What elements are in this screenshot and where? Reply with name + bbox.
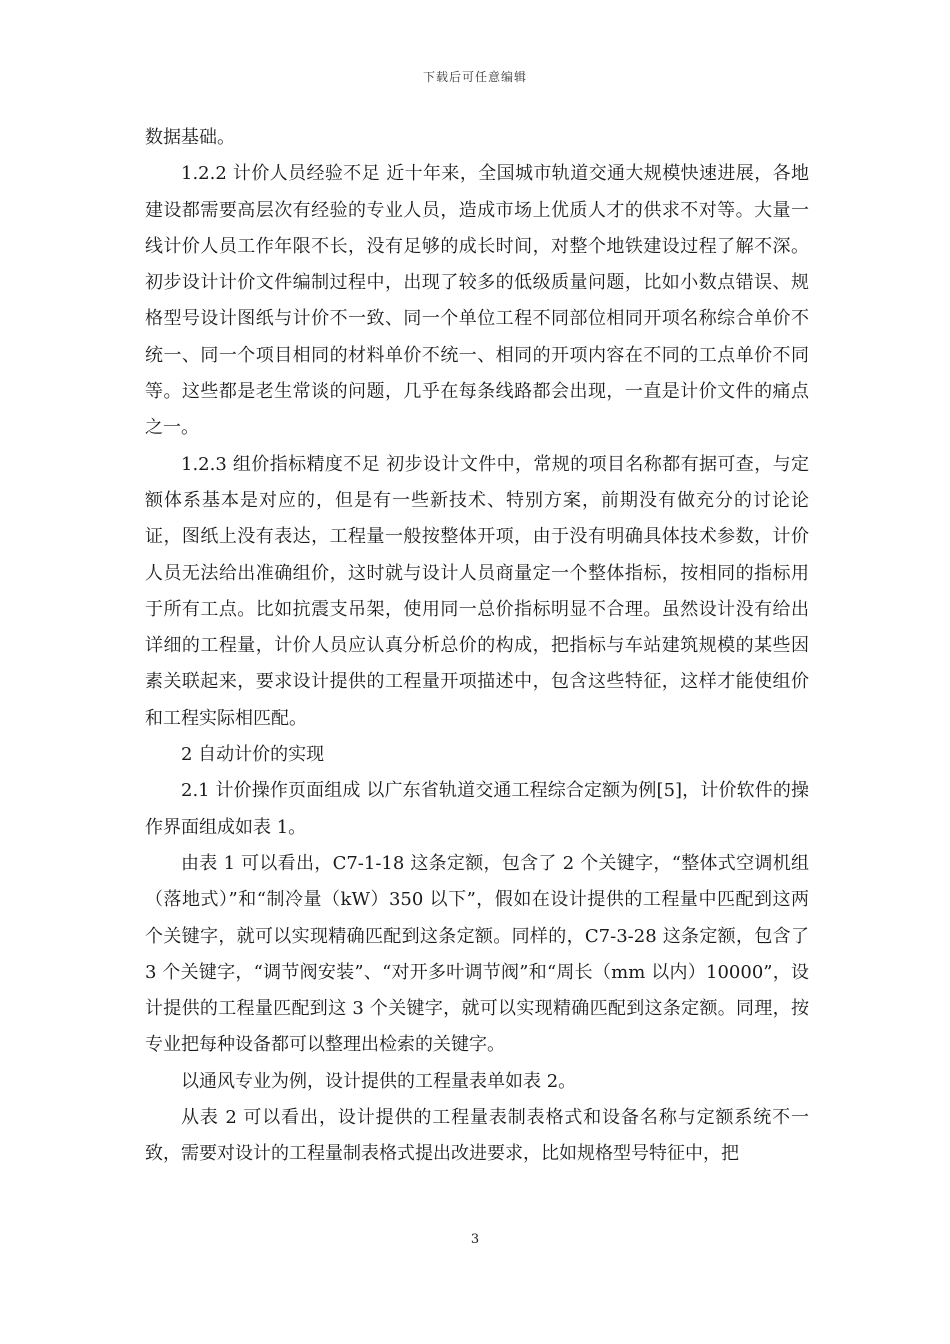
page-header: 下载后可任意编辑 bbox=[422, 70, 527, 84]
page-number: 3 bbox=[470, 1232, 480, 1247]
paragraph-table1-analysis: 由表 1 可以看出，C7-1-18 这条定额，包含了 2 个关键字，“整体式空调机组（落地式）”和“制冷量（kW）350 以下”，假如在设计提供的工程量中匹配到这两个关键字，就可以实现精确匹配到这条定额。同样的，C7-3-28 这条定额，包含了 3 个关键字，“调节阀安装”、“对开多叶调节阀”和“周长（mm 以内）10000”，设计提供的工程量匹配到这 3 个关键字，就可以实现精确匹配到这条定额。同理，按专业把每种设备都可以整理出检索的关键字。 bbox=[145, 852, 809, 1056]
paragraph-continuation: 数据基础。 bbox=[145, 127, 235, 148]
section-heading-2: 2 自动计价的实现 bbox=[181, 744, 325, 766]
document-body bbox=[145, 120, 809, 1173]
paragraph-1-2-3: 1.2.3 组价指标精度不足 初步设计文件中，常规的项目名称都有据可查，与定额体系基本是对应的，但是有一些新技术、特别方案，前期没有做充分的讨论论证，图纸上没有表达，工程量一般按整体开项，由于没有明确具体技术参数，计价人员无法给出准确组价，这时就与设计人员商量定一个整体指标，按相同的指标用于所有工点。比如抗震支吊架，使用同一总价指标明显不合理。虽然设计没有给出详细的工程量，计价人员应认真分析总价的构成，把指标与车站建筑规模的某些因素关联起来，要求设计提供的工程量开项描述中，包含这些特征，这样才能使组价和工程实际相匹配。 bbox=[145, 453, 809, 729]
paragraph-2-1: 2.1 计价操作页面组成 以广东省轨道交通工程综合定额为例[5]，计价软件的操作界面组成如表 1。 bbox=[145, 780, 809, 838]
paragraph-1-2-2: 1.2.2 计价人员经验不足 近十年来，全国城市轨道交通大规模快速进展，各地建设都需要高层次有经验的专业人员，造成市场上优质人才的供求不对等。大量一线计价人员工作年限不长，没有足够的成长时间，对整个地铁建设过程了解不深。初步设计计价文件编制过程中，出现了较多的低级质量问题，比如小数点错误、规格型号设计图纸与计价不一致、同一个单位工程不同部位相同开项名称综合单价不统一、同一个项目相同的材料单价不统一、相同的开项内容在不同的工点单价不同等。这些都是老生常谈的问题，几乎在每条线路都会出现，一直是计价文件的痛点之一。 bbox=[145, 163, 809, 439]
paragraph-table2-analysis: 从表 2 可以看出，设计提供的工程量表制表格式和设备名称与定额系统不一致，需要对设计的工程量制表格式提出改进要求，比如规格型号特征中，把 bbox=[145, 1107, 809, 1165]
paragraph-table2-intro: 以通风专业为例，设计提供的工程量表单如表 2。 bbox=[181, 1070, 577, 1092]
